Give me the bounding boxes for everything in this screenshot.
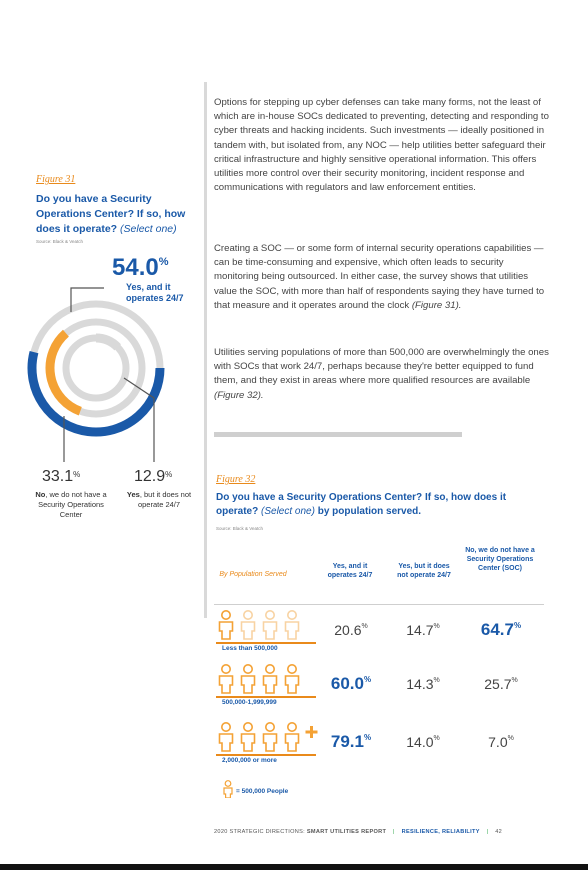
person-icon <box>286 665 299 693</box>
cell-number: 14.3 <box>406 676 434 692</box>
person-icon <box>220 665 233 693</box>
person-icon <box>242 723 255 751</box>
person-icon <box>220 611 233 639</box>
cell-unit: % <box>433 735 440 742</box>
cell-number: 64.7 <box>480 620 514 639</box>
stat-54-value <box>112 254 169 282</box>
cell-number: 14.0 <box>406 734 434 750</box>
body-paragraph-3-text: Utilities serving populations of more than 500,000 are overwhelmingly the ones with SOCs that work 24/7, perhaps because they're better equipped to fund them, and they exist in areas where more qualified resources are available <box>214 347 549 387</box>
section-divider-bar <box>214 432 462 437</box>
stat-33-text: , we do not have a Security Operations Center <box>38 490 107 519</box>
cell-unit: % <box>507 735 514 742</box>
cell-number: 25.7 <box>484 676 512 692</box>
table-cell-value <box>388 622 458 638</box>
table-cell-value <box>316 732 386 752</box>
cell-unit: % <box>511 677 518 684</box>
row-label-underline <box>216 696 316 698</box>
stat-33-number: 33.1 <box>42 468 74 485</box>
cell-unit: % <box>361 623 368 630</box>
stat-12-value <box>134 468 172 486</box>
figure31-reference: (Figure 31). <box>411 299 462 311</box>
table-header-rule <box>214 604 544 605</box>
person-icon <box>242 665 255 693</box>
stat-12-unit: % <box>165 470 173 479</box>
column-head-population: By Population Served <box>219 571 287 578</box>
footer-section: RESILIENCE, RELIABILITY <box>401 829 480 835</box>
stat-12-description <box>118 490 200 510</box>
figure32-select-note: (Select one) <box>261 506 315 517</box>
row-population-label: 500,000-1,999,999 <box>222 699 277 706</box>
stat-12-text: , but it does not operate 24/7 <box>137 490 192 509</box>
figure31-question-text: Do you have a Security Operations Center? If so, how does it operate? <box>36 193 186 235</box>
row-label-underline <box>216 754 316 756</box>
figure32-source: Source: Black & Veatch <box>216 526 264 531</box>
table-cell-value <box>466 620 536 640</box>
row-label-underline <box>216 642 316 644</box>
footer-page-number: 42 <box>495 829 503 835</box>
table-cell-value <box>466 734 536 750</box>
vertical-divider <box>204 82 207 618</box>
table-cell-value <box>316 622 386 638</box>
person-icon <box>264 611 277 639</box>
person-icon <box>220 723 233 751</box>
figure31-question <box>36 192 198 237</box>
stat-12-number: 12.9 <box>134 468 166 485</box>
column-head-yes-247: Yes, and it operates 24/7 <box>327 563 373 579</box>
table-cell-value <box>388 676 458 692</box>
person-icon <box>264 665 277 693</box>
cell-unit: % <box>363 733 372 742</box>
figure31-label: Figure 31 <box>36 174 76 185</box>
body-paragraph-1: Options for stepping up cyber defenses can take many forms, not the least of which are in-house SOCs dedicated to preventing, detecting and responding to cyber threats and hacking incidents. Such investments — ideally positioned in tandem with, but isolated from, any NOC — help utilities better safeguard their critical infrastructure and highly sensitive operational information. This offers utilities more control over their security monitoring, incident response and communications with regulators and law enforcement entities. <box>214 97 549 194</box>
cell-number: 60.0 <box>330 674 364 693</box>
cell-unit: % <box>433 623 440 630</box>
footer-report-bold: SMART UTILITIES REPORT <box>306 829 387 835</box>
body-paragraph-2 <box>214 242 550 313</box>
cell-unit: % <box>363 675 372 684</box>
footer-separator-1: | <box>393 829 395 835</box>
stat-33-lead: No <box>35 490 46 499</box>
page-footer <box>214 829 554 835</box>
footer-separator-2: | <box>486 829 489 835</box>
person-icon <box>286 723 299 751</box>
cell-number: 20.6 <box>334 622 362 638</box>
stat-33-value <box>42 468 80 486</box>
person-legend-icon <box>222 780 234 798</box>
body-paragraph-2-text: Creating a SOC — or some form of internal security operations capabilities — can be time-consuming and expensive, which often leads to security monitoring being outsourced. In either case, the survey shows that utilities value the SOC, with more than half of respondents saying they have turned to that measure and it operates around the clock <box>214 243 545 311</box>
person-icon <box>286 611 299 639</box>
column-head-no-soc: No, we do not have a Security Operations Center (SOC) <box>465 547 535 572</box>
figure31-source: Source: Black & Veatch <box>36 239 84 244</box>
person-icon <box>264 723 277 751</box>
figure32-question-tail: by population served. <box>314 506 422 517</box>
figure32-reference: (Figure 32). <box>214 389 264 401</box>
figure32-question <box>216 491 546 519</box>
table-cell-value <box>388 734 458 750</box>
stat-33-description <box>30 490 112 520</box>
stat-54-description: Yes, and it operates 24/7 <box>126 282 184 303</box>
row-population-label: Less than 500,000 <box>222 645 278 652</box>
figure32-label: Figure 32 <box>216 474 256 485</box>
cell-number: 14.7 <box>406 622 434 638</box>
cell-number: 79.1 <box>330 732 364 751</box>
person-legend-text: = 500,000 People <box>236 788 289 795</box>
row-population-label: 2,000,000 or more <box>222 757 277 764</box>
column-head-yes-not-247: Yes, but it does not operate 24/7 <box>397 563 451 579</box>
body-paragraph-3 <box>214 346 550 403</box>
cell-unit: % <box>433 677 440 684</box>
table-cell-value <box>466 676 536 692</box>
table-cell-value <box>316 674 386 694</box>
ring-slice-yes-not-247 <box>96 338 118 347</box>
person-icon <box>242 611 255 639</box>
stat-54-number: 54.0 <box>112 254 159 281</box>
cell-number: 7.0 <box>488 734 508 750</box>
figure32-question-text: Do you have a Security Operations Center? If so, how does it operate? <box>216 492 507 517</box>
stat-33-unit: % <box>73 470 81 479</box>
footer-report-plain: 2020 STRATEGIC DIRECTIONS: <box>214 829 307 835</box>
stat-54-unit: % <box>158 256 169 268</box>
figure31-select-note: (Select one) <box>120 223 177 235</box>
page-bottom-edge <box>0 864 588 870</box>
stat-12-lead: Yes <box>126 490 140 499</box>
cell-unit: % <box>513 621 522 630</box>
